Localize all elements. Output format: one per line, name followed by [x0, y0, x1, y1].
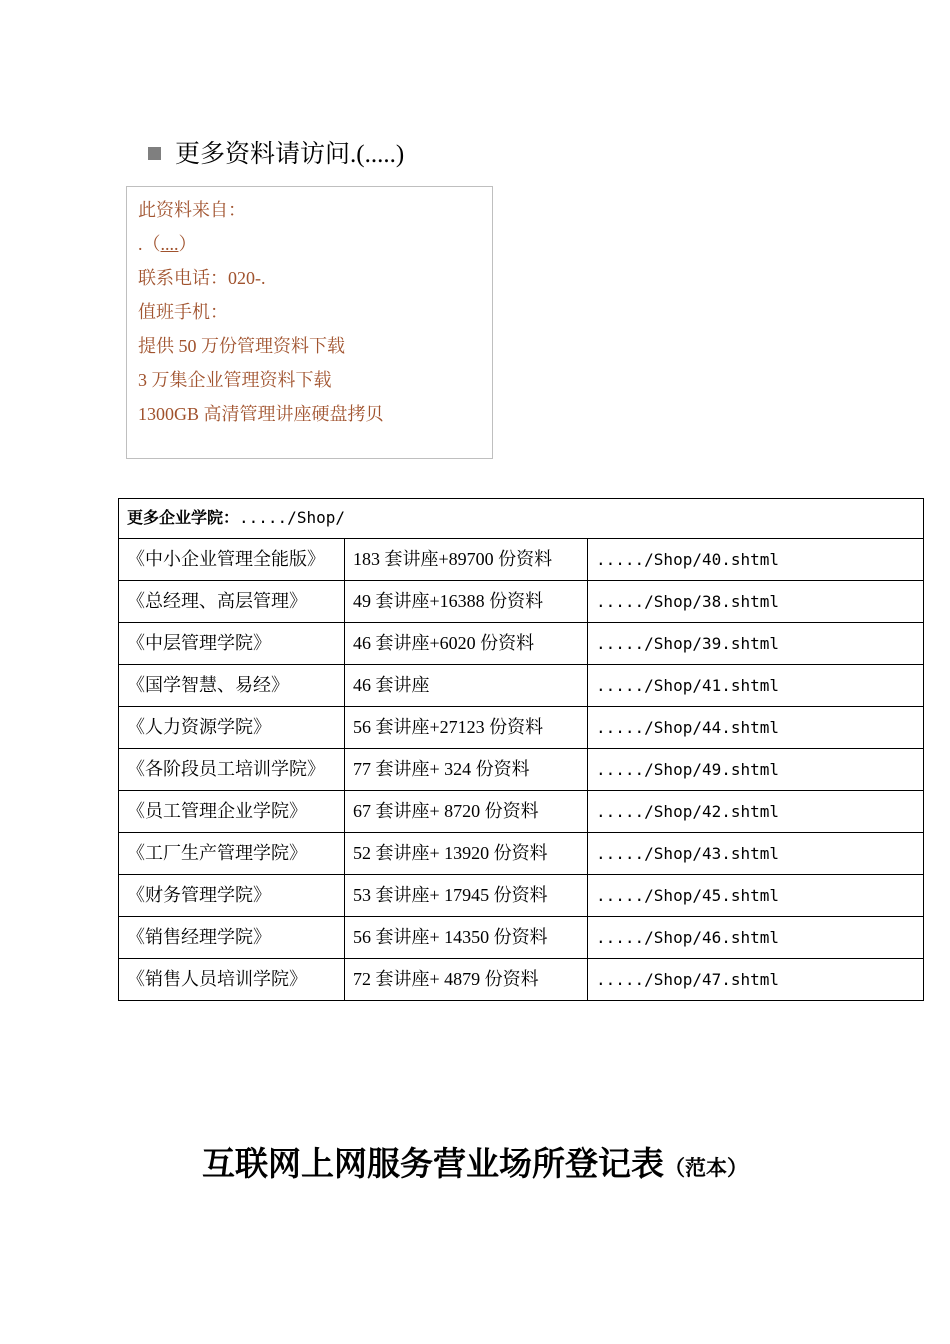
- course-url-cell: ...../Shop/49.shtml: [588, 749, 924, 791]
- course-name-cell: 《总经理、高层管理》: [119, 581, 345, 623]
- course-desc-cell: 46 套讲座: [345, 665, 588, 707]
- source-line-2: 3 万集企业管理资料下载: [138, 370, 332, 390]
- table-header-row: [119, 499, 924, 539]
- table-row: [119, 833, 924, 875]
- courses-table: [118, 498, 924, 1001]
- table-row: [119, 875, 924, 917]
- header-url: ...../Shop/: [239, 508, 345, 527]
- table-row: [119, 791, 924, 833]
- source-link-prefix: .（: [138, 234, 161, 254]
- course-url-cell: ...../Shop/43.shtml: [588, 833, 924, 875]
- visit-text: 更多资料请访问.(.....): [175, 141, 405, 168]
- source-link-line: [138, 227, 492, 261]
- course-name-cell: 《各阶段员工培训学院》: [119, 749, 345, 791]
- document-title: [0, 1138, 950, 1185]
- source-from-label: 此资料来自：: [138, 200, 246, 220]
- course-url-cell: ...../Shop/44.shtml: [588, 707, 924, 749]
- course-desc-cell: 56 套讲座+ 14350 份资料: [345, 917, 588, 959]
- course-name-cell: 《人力资源学院》: [119, 707, 345, 749]
- source-mobile: 值班手机：: [138, 302, 228, 322]
- table-row: [119, 917, 924, 959]
- table-row: [119, 959, 924, 1001]
- course-name-cell: 《财务管理学院》: [119, 875, 345, 917]
- source-line-3: 1300GB 高清管理讲座硬盘拷贝: [138, 404, 384, 424]
- course-desc-cell: 49 套讲座+16388 份资料: [345, 581, 588, 623]
- title-sub: （范本）: [664, 1156, 748, 1180]
- table-row: [119, 665, 924, 707]
- course-name-cell: 《中小企业管理全能版》: [119, 539, 345, 581]
- course-url-cell: ...../Shop/38.shtml: [588, 581, 924, 623]
- table-row: [119, 581, 924, 623]
- course-desc-cell: 56 套讲座+27123 份资料: [345, 707, 588, 749]
- table-row: [119, 539, 924, 581]
- source-phone: 联系电话：020-.: [138, 268, 266, 288]
- table-row: [119, 623, 924, 665]
- course-name-cell: 《员工管理企业学院》: [119, 791, 345, 833]
- source-info-box: [126, 186, 493, 459]
- visit-line: [148, 134, 404, 170]
- course-url-cell: ...../Shop/46.shtml: [588, 917, 924, 959]
- course-desc-cell: 183 套讲座+89700 份资料: [345, 539, 588, 581]
- header-label: 更多企业学院：: [127, 508, 240, 527]
- course-url-cell: ...../Shop/45.shtml: [588, 875, 924, 917]
- course-desc-cell: 67 套讲座+ 8720 份资料: [345, 791, 588, 833]
- table-row: [119, 749, 924, 791]
- course-url-cell: ...../Shop/47.shtml: [588, 959, 924, 1001]
- course-desc-cell: 53 套讲座+ 17945 份资料: [345, 875, 588, 917]
- course-desc-cell: 77 套讲座+ 324 份资料: [345, 749, 588, 791]
- course-url-cell: ...../Shop/40.shtml: [588, 539, 924, 581]
- table-row: [119, 707, 924, 749]
- course-name-cell: 《国学智慧、易经》: [119, 665, 345, 707]
- source-line-1: 提供 50 万份管理资料下载: [138, 336, 345, 356]
- source-link[interactable]: ....: [160, 234, 179, 254]
- course-url-cell: ...../Shop/39.shtml: [588, 623, 924, 665]
- course-desc-cell: 72 套讲座+ 4879 份资料: [345, 959, 588, 1001]
- course-url-cell: ...../Shop/41.shtml: [588, 665, 924, 707]
- course-name-cell: 《中层管理学院》: [119, 623, 345, 665]
- course-desc-cell: 46 套讲座+6020 份资料: [345, 623, 588, 665]
- course-name-cell: 《销售经理学院》: [119, 917, 345, 959]
- table-header-cell: [119, 499, 924, 539]
- course-name-cell: 《销售人员培训学院》: [119, 959, 345, 1001]
- source-link-suffix: ）: [178, 234, 197, 254]
- title-main: 互联网上网服务营业场所登记表: [202, 1144, 664, 1183]
- course-desc-cell: 52 套讲座+ 13920 份资料: [345, 833, 588, 875]
- course-url-cell: ...../Shop/42.shtml: [588, 791, 924, 833]
- square-bullet-icon: [148, 147, 161, 160]
- course-name-cell: 《工厂生产管理学院》: [119, 833, 345, 875]
